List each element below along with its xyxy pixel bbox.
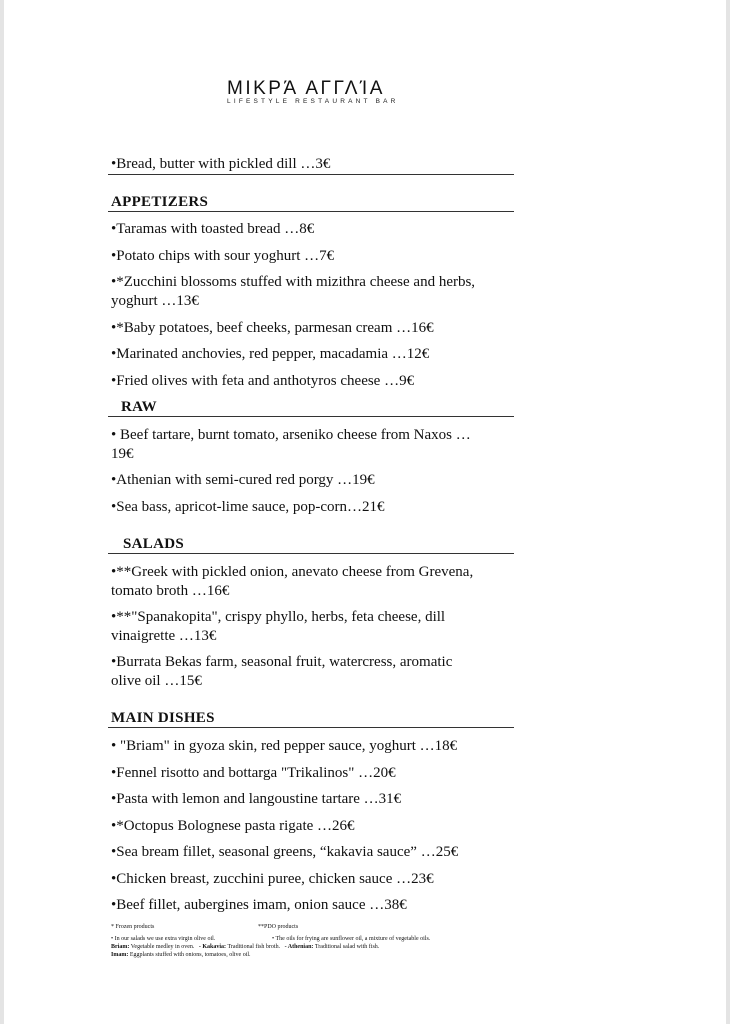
section-title-main-dishes: MAIN DISHES: [111, 710, 215, 726]
section-title-appetizers: APPETIZERS: [111, 194, 209, 210]
glossary-briam-label: Briam:: [111, 944, 130, 950]
menu-item: •Fried olives with feta and anthotyros cheese …9€: [111, 373, 415, 389]
menu-item: yoghurt …13€: [111, 293, 199, 309]
menu-item: •Sea bass, apricot-lime sauce, pop-corn…21€: [111, 499, 385, 515]
glossary-athenian-text: Traditional salad with fish.: [314, 944, 380, 950]
glossary-imam-label: Imam:: [111, 952, 129, 958]
menu-item: •*Octopus Bolognese pasta rigate …26€: [111, 818, 355, 834]
divider: [108, 174, 514, 175]
menu-page: [4, 0, 726, 1024]
menu-item: •**"Spanakopita", crispy phyllo, herbs, feta cheese, dill: [111, 609, 446, 625]
menu-item: •Chicken breast, zucchini puree, chicken sauce …23€: [111, 871, 434, 887]
menu-item: tomato broth …16€: [111, 583, 230, 599]
footnote-oil-salads: • In our salads we use extra virgin olive oil.: [111, 936, 216, 942]
menu-item: •Taramas with toasted bread …8€: [111, 221, 315, 237]
footnote-imam-line: [111, 952, 251, 959]
divider: [108, 727, 514, 728]
footnote-frozen: * Frozen products: [111, 924, 155, 930]
menu-item: •Burrata Bekas farm, seasonal fruit, watercress, aromatic: [111, 654, 453, 670]
menu-item: •*Zucchini blossoms stuffed with mizithra cheese and herbs,: [111, 274, 476, 290]
menu-item: •Athenian with semi-cured red porgy …19€: [111, 472, 375, 488]
menu-item: olive oil …15€: [111, 673, 202, 689]
glossary-athenian-label: - Athenian:: [284, 944, 314, 950]
menu-item: • "Briam" in gyoza skin, red pepper sauce, yoghurt …18€: [111, 738, 458, 754]
menu-item: •Potato chips with sour yoghurt …7€: [111, 248, 335, 264]
glossary-imam-text: Eggplants stuffed with onions, tomatoes, olive oil.: [129, 952, 251, 958]
footnote-pdo: **PDO products: [258, 924, 299, 930]
menu-item: •**Greek with pickled onion, anevato cheese from Grevena,: [111, 564, 474, 580]
divider: [108, 553, 514, 554]
bread-item: •Bread, butter with pickled dill …3€: [111, 156, 331, 172]
divider: [108, 211, 514, 212]
menu-item: •Beef fillet, aubergines imam, onion sauce …38€: [111, 897, 407, 913]
glossary-kakavia-text: Traditional fish broth.: [227, 944, 281, 950]
menu-item: •*Baby potatoes, beef cheeks, parmesan cream …16€: [111, 320, 434, 336]
glossary-kakavia-label: - Kakavia:: [198, 944, 227, 950]
menu-item: 19€: [111, 446, 134, 462]
menu-item: •Pasta with lemon and langoustine tartare …31€: [111, 791, 402, 807]
menu-item: •Marinated anchovies, red pepper, macadamia …12€: [111, 346, 430, 362]
section-title-raw: RAW: [121, 399, 157, 415]
menu-item: vinaigrette …13€: [111, 628, 217, 644]
footnote-oil-frying: • The oils for frying are sunflower oil, a mixture of vegetable oils.: [272, 936, 431, 942]
menu-item: •Sea bream fillet, seasonal greens, “kakavia sauce” …25€: [111, 844, 459, 860]
restaurant-logo-subtitle: LIFESTYLE RESTAURANT BAR: [227, 98, 399, 105]
restaurant-logo-title: ΜΙΚΡΆ ΑΓΓΛΊΑ: [227, 78, 385, 99]
menu-item: •Fennel risotto and bottarga "Trikalinos" …20€: [111, 765, 396, 781]
glossary-briam-text: Vegetable medley in oven.: [130, 944, 195, 950]
footnote-glossary-line: [111, 944, 379, 951]
section-title-salads: SALADS: [123, 536, 184, 552]
divider: [108, 416, 514, 417]
menu-item: • Beef tartare, burnt tomato, arseniko cheese from Naxos …: [111, 427, 471, 443]
